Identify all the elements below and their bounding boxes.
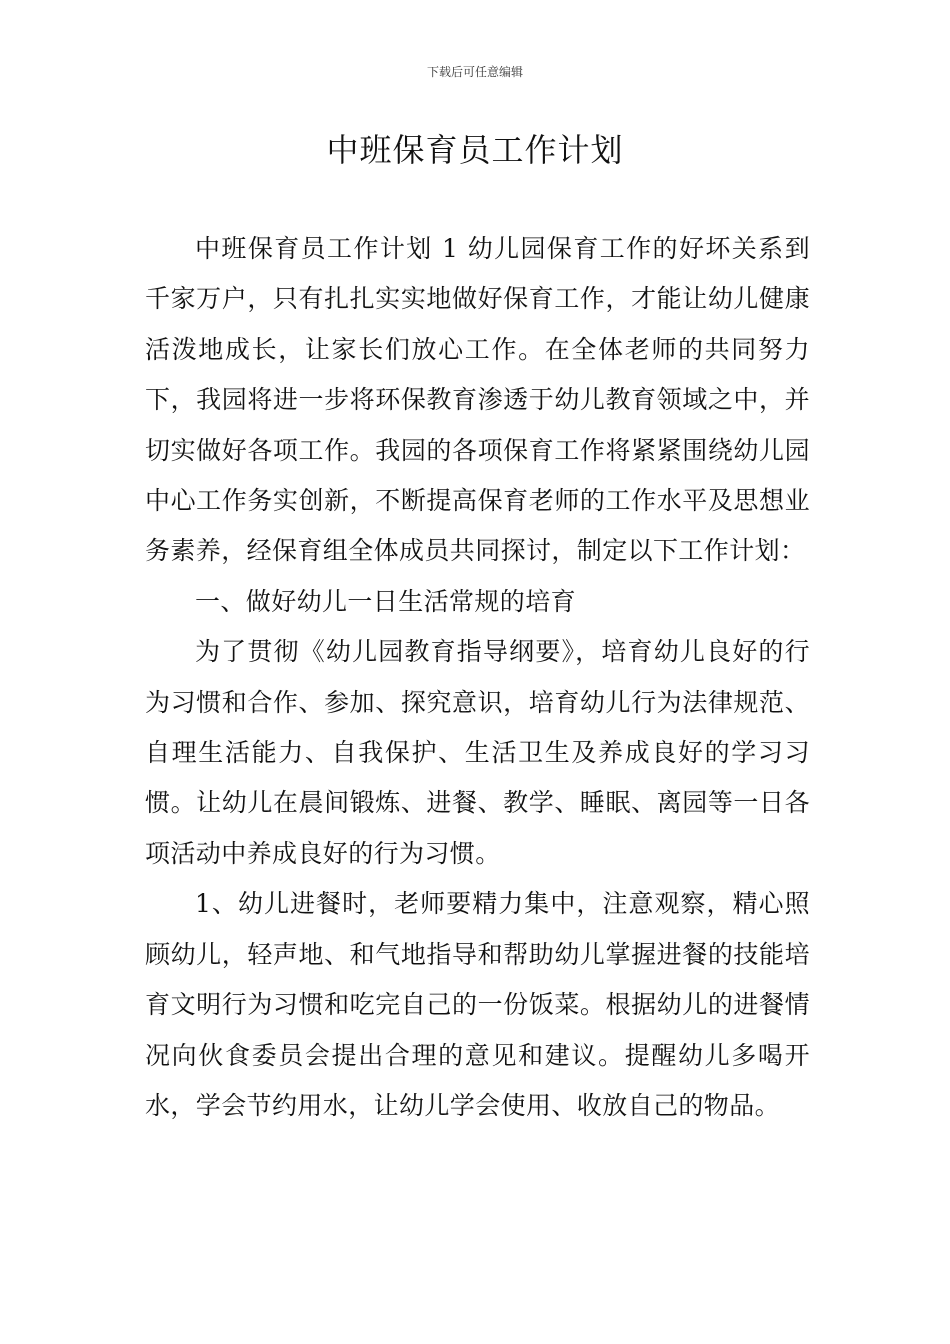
document-body [145, 224, 810, 1131]
header-note: 下载后可任意编辑 [426, 65, 523, 79]
paragraph-item-1: 1、幼儿进餐时，老师要精力集中，注意观察，精心照顾幼儿，轻声地、和气地指导和帮助幼儿掌握进餐的技能培育文明行为习惯和吃完自己的一份饭菜。根据幼儿的进餐情况向伙食委员会提出合理的意见和建议。提醒幼儿多喝开水，学会节约用水，让幼儿学会使用、收放自己的物品。 [145, 889, 810, 1120]
paragraph-section-1: 为了贯彻《幼儿园教育指导纲要》，培育幼儿良好的行为习惯和合作、参加、探究意识，培育幼儿行为法律规范、自理生活能力、自我保护、生活卫生及养成良好的学习习惯。让幼儿在晨间锻炼、进餐、教学、睡眠、离园等一日各项活动中养成良好的行为习惯。 [145, 637, 810, 868]
section-heading-1: 一、做好幼儿一日生活常规的培育 [195, 586, 577, 616]
paragraph-intro: 中班保育员工作计划 1 幼儿园保育工作的好坏关系到千家万户，只有扎扎实实地做好保育工作，才能让幼儿健康活泼地成长，让家长们放心工作。在全体老师的共同努力下，我园将进一步将环保教育渗透于幼儿教育领域之中，并切实做好各项工作。我园的各项保育工作将紧紧围绕幼儿园中心工作务实创新，不断提高保育老师的工作水平及思想业务素养，经保育组全体成员共同探讨，制定以下工作计划： [145, 234, 810, 566]
document-title: 中班保育员工作计划 [326, 131, 624, 169]
